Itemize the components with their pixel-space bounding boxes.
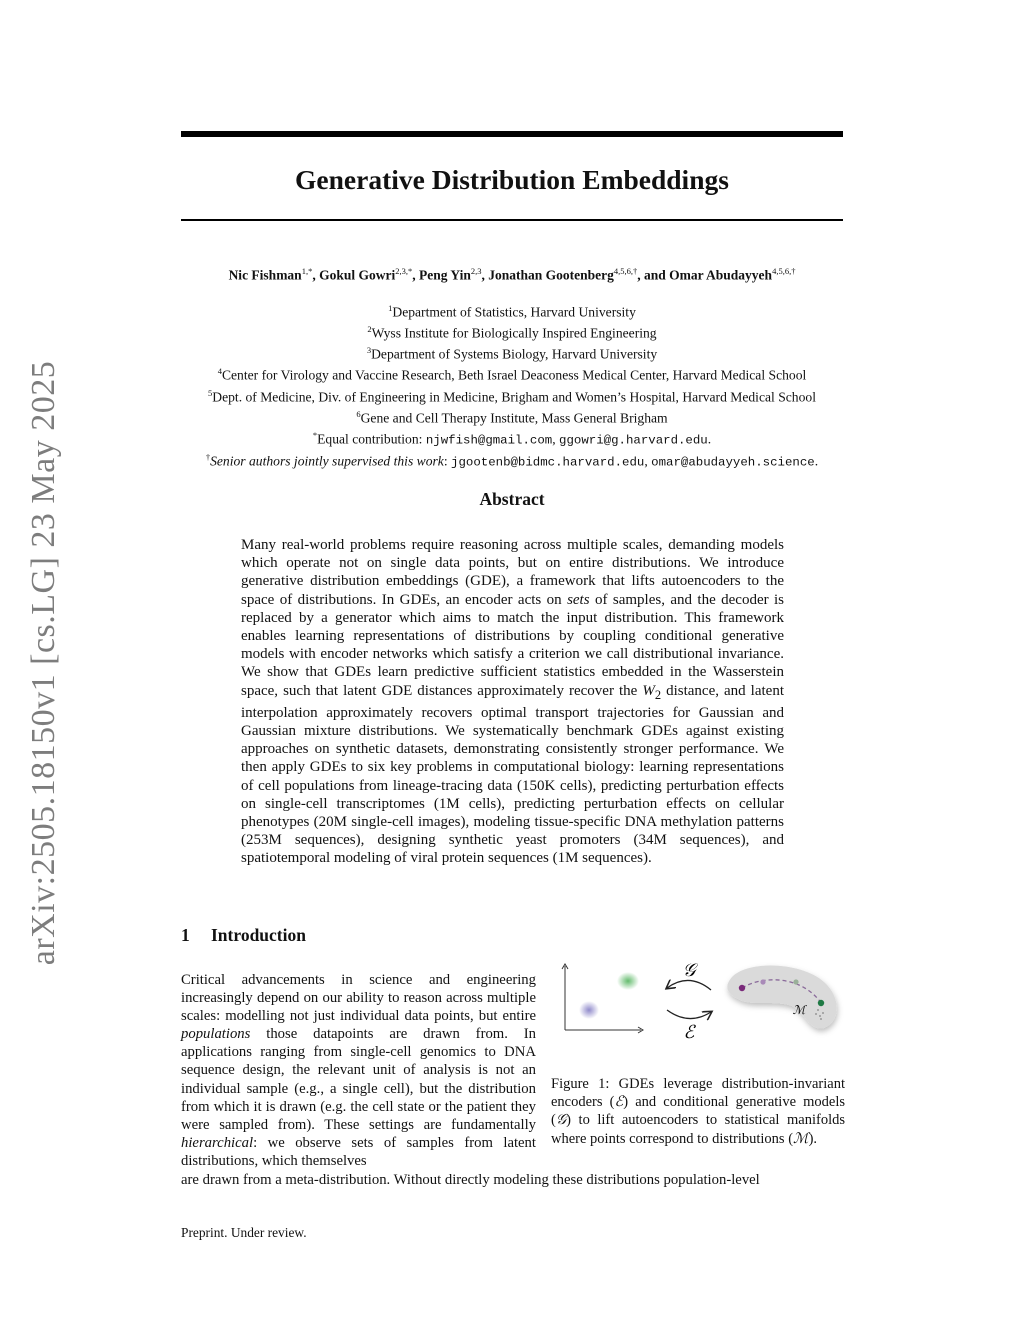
abstract-emphasis: sets: [567, 591, 590, 608]
intro-continuation: are drawn from a meta-distribution. Without directly modeling these distributions population-level: [181, 1172, 760, 1188]
affiliation-text: Department of Systems Biology, Harvard University: [371, 346, 658, 362]
title-bottom-rule: [181, 219, 843, 221]
caption-generator-symbol: 𝒢: [555, 1112, 567, 1129]
intro-paragraph: [181, 971, 536, 1170]
affiliation-mark: 6: [356, 408, 361, 419]
wasserstein-symbol: W: [642, 682, 655, 699]
note-separator: ,: [644, 453, 652, 469]
figure-caption: [551, 1075, 845, 1148]
caption-text: ) and conditional generative models (: [551, 1094, 846, 1129]
manifold-point-purple: [739, 985, 745, 991]
manifold-point-mid: [793, 979, 798, 984]
section-number: 1: [181, 925, 190, 945]
footnote-mark: †: [205, 451, 211, 462]
author-name: Jonathan Gootenberg: [488, 267, 614, 283]
footnote-mark: *: [312, 429, 318, 440]
author-marks: 1,*: [301, 266, 313, 276]
intro-text: Critical advancements in science and engineering increasingly depend on our ability to reason across multiple scales: modelling not just individual data points, but entire: [181, 972, 536, 1025]
email-link[interactable]: ggowri@g.harvard.edu: [559, 433, 708, 448]
title-top-rule: [181, 131, 843, 137]
author-marks: 4,5,6,†: [613, 266, 638, 276]
affiliation-text: Gene and Cell Therapy Institute, Mass General Brigham: [360, 410, 668, 426]
note-end: .: [814, 453, 819, 469]
caption-encoder-symbol: ℰ: [614, 1094, 624, 1111]
author-separator: , and: [637, 267, 670, 283]
figure-1: [556, 952, 846, 1052]
author-list: [160, 266, 864, 284]
note-separator: :: [443, 453, 452, 469]
abstract-text: Many real-world problems require reasoning across multiple scales, demanding models which operate not on single data points, but on entire distributions. We introduce generative distribution embeddings (GDE), a framework that lifts autoencoders to the space of distributions. In GDEs, an encoder acts on: [241, 537, 784, 608]
affiliation-mark: 2: [367, 324, 372, 335]
author-name: Peng Yin: [418, 267, 471, 283]
affiliation: [150, 385, 874, 406]
paper-title: Generative Distribution Embeddings: [295, 164, 729, 195]
affiliation-mark: 5: [208, 387, 213, 398]
manifold-point-mid: [760, 979, 765, 984]
author-marks: 2,3,*: [395, 266, 413, 276]
generator-arrow: [667, 980, 711, 990]
arxiv-identifier: arXiv:2505.18150v1 [cs.LG] 23 May 2025: [25, 360, 62, 966]
affiliation: [150, 406, 874, 427]
affiliation-text: Wyss Institute for Biologically Inspired Engineering: [371, 325, 657, 341]
note-label: Senior authors jointly supervised this work: [210, 453, 444, 469]
wasserstein-subscript: 2: [654, 687, 662, 702]
author-separator: ,: [412, 267, 419, 283]
abstract-text: of samples, and the decoder is replaced by a generator which aims to match the input distribution. This framework enables learning representations of distributions by coupling conditional generative models with encoder networks which satisfy a criterion we call distributional invariance. We show that GDEs learn predictive sufficient statistics embedded in the Wasserstein space, such that latent GDE distances approximately recover the: [241, 591, 785, 699]
gde-diagram: [556, 952, 846, 1052]
caption-text: ).: [808, 1130, 818, 1147]
section-heading: [181, 925, 306, 946]
author-separator: ,: [481, 267, 489, 283]
affiliation-mark: 3: [366, 345, 372, 356]
encoder-arrow: [667, 1010, 711, 1019]
affiliation-text: Department of Statistics, Harvard University: [392, 304, 636, 320]
purple-distribution-blob: [579, 1001, 599, 1019]
generator-symbol: 𝒢: [682, 960, 696, 981]
email-link[interactable]: omar@abudayyeh.science: [651, 455, 815, 470]
section-title: Introduction: [211, 925, 306, 945]
manifold-symbol: ℳ: [792, 1003, 806, 1017]
note-label: Equal contribution:: [317, 431, 426, 447]
affiliation-mark: 4: [217, 366, 222, 377]
footer-note: Preprint. Under review.: [181, 1225, 307, 1240]
encoder-symbol: ℰ: [683, 1022, 695, 1043]
intro-text: : we observe sets of samples from latent distributions, which themselves: [181, 1134, 536, 1169]
intro-text: those datapoints are drawn from. In applications ranging from single-cell genomics to DNA sequence design, the relevant unit of analysis is not an individual sample (e.g., a single cell), but the distribution from which it is drawn (e.g. the cell state or the patient they were sampled from). These settings are fundamentally: [181, 1026, 536, 1133]
abstract-heading: Abstract: [479, 489, 545, 509]
affiliation: [150, 321, 874, 342]
intro-emphasis: populations: [181, 1026, 251, 1043]
manifold-point-green: [818, 1000, 824, 1006]
affiliation-text: Dept. of Medicine, Div. of Engineering in Medicine, Brigham and Women’s Hospital, Harvard Medical School: [212, 389, 816, 405]
affiliation-mark: 1: [388, 303, 393, 313]
affiliation-text: Center for Virology and Vaccine Research, Beth Israel Deaconess Medical Center, Harvard Medical School: [221, 367, 807, 383]
affiliation: [150, 300, 874, 321]
note-separator: ,: [552, 431, 560, 447]
caption-text: Figure 1: GDEs leverage distribution-invariant encoders (: [551, 1076, 845, 1111]
author-name: Gokul Gowri: [319, 267, 396, 283]
green-distribution-blob: [617, 972, 639, 990]
author-marks: 4,5,6,†: [772, 266, 796, 276]
author-name: Nic Fishman: [228, 267, 302, 283]
intro-emphasis: hierarchical: [181, 1134, 254, 1151]
abstract-body: [241, 536, 784, 868]
abstract-text: distance, and latent interpolation approximately recovers optimal transport trajectories for Gaussian and Gaussian mixture distributions. We systematically benchmark GDEs against existing approaches on synthetic datasets, demonstrating consistently stronger performance. We then apply GDEs to six key problems in computational biology: learning representations of cell populations from lineage-tracing data (150K cells), predicting perturbation effects on single-cell transcriptomes (1M cells), predicting perturbation effects on cellular phenotypes (20M single-cell images), modeling tissue-specific DNA methylation patterns (253M sequences), designing synthetic yeast promoters (34M sequences), and spatiotemporal modeling of viral protein sequences (1M sequences).: [241, 682, 785, 867]
email-link[interactable]: jgootenb@bidmc.harvard.edu: [451, 455, 645, 470]
senior-authors-note: [150, 449, 874, 471]
author-marks: 2,3: [470, 266, 482, 276]
equal-contribution-note: [150, 427, 874, 449]
author-name: Omar Abudayyeh: [669, 267, 773, 283]
author-separator: ,: [312, 267, 320, 283]
affiliation: [150, 342, 874, 363]
caption-manifold-symbol: ℳ: [793, 1130, 809, 1147]
caption-text: ) to lift autoencoders to statistical manifolds where points correspond to distributions (: [551, 1112, 845, 1147]
email-link[interactable]: njwfish@gmail.com: [425, 433, 553, 448]
affiliation: [150, 363, 874, 384]
affiliation-list: [150, 300, 874, 471]
note-end: .: [707, 431, 712, 447]
